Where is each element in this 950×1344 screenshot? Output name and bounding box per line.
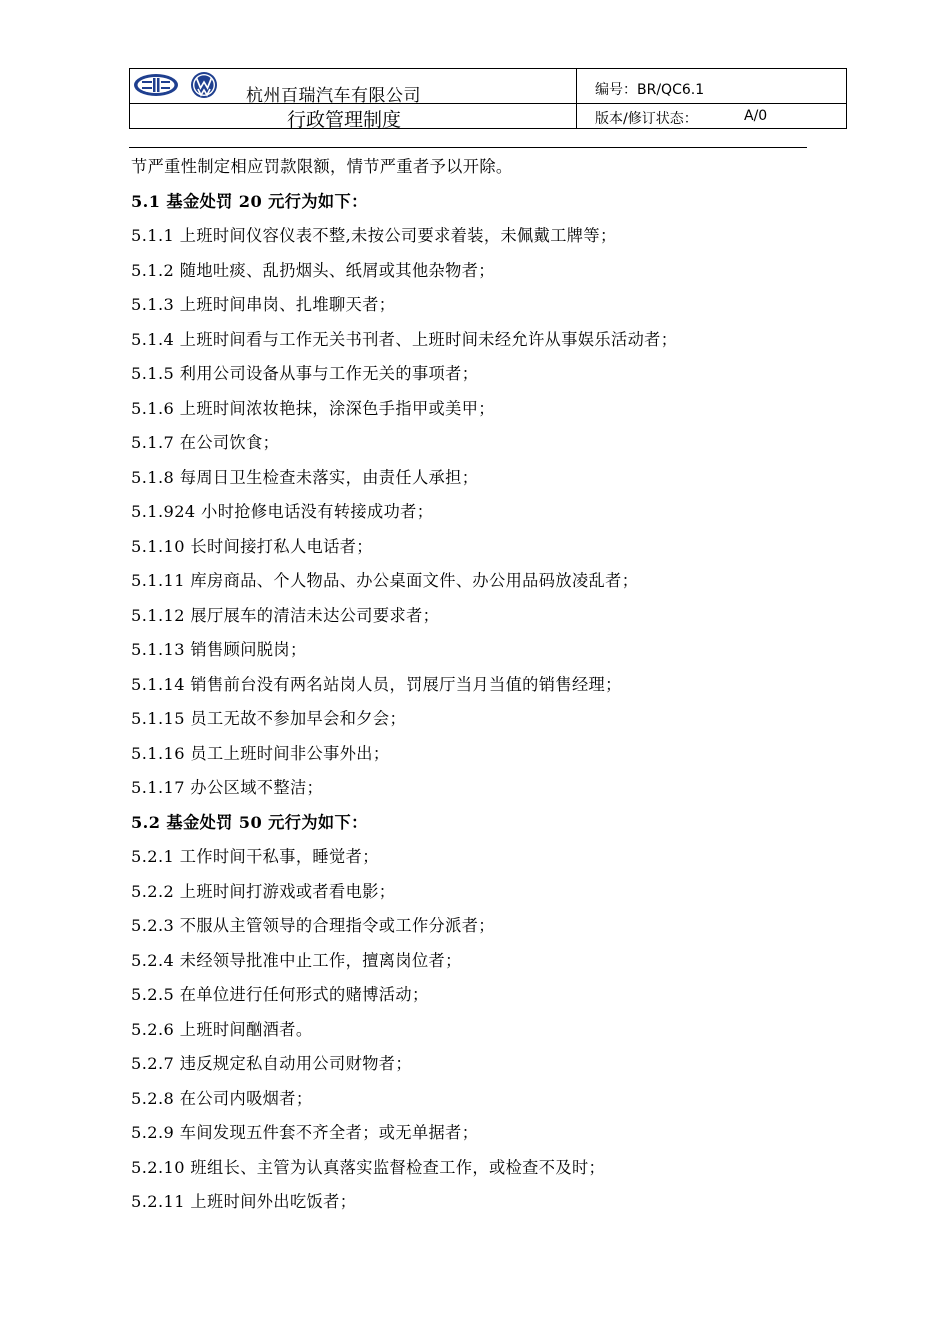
- paragraph-line: 5.2.11 上班时间外出吃饭者；: [131, 1192, 357, 1211]
- paragraph-line: 5.1.3 上班时间串岗、扎堆聊天者；: [131, 295, 396, 314]
- paragraph-line: 5.2.9 车间发现五件套不齐全者；或无单据者；: [131, 1123, 479, 1142]
- paragraph-line: 5.1.7 在公司饮食；: [131, 433, 280, 452]
- paragraph-line: 5.1.4 上班时间看与工作无关书刊者、上班时间未经允许从事娱乐活动者；: [131, 329, 678, 349]
- paragraph-line: 节严重性制定相应罚款限额，情节严重者予以开除。: [131, 157, 513, 176]
- section-heading: 5.2 基金处罚 50 元行为如下：: [131, 812, 368, 832]
- paragraph-line: 5.2.8 在公司内吸烟者；: [131, 1088, 313, 1108]
- paragraph-line: 5.2.1 工作时间干私事，睡觉者；: [131, 847, 379, 866]
- header-company-cell: [130, 69, 577, 104]
- paragraph-line: 5.1.2 随地吐痰、乱扔烟头、纸屑或其他杂物者；: [131, 260, 495, 280]
- document-body: [131, 150, 831, 1220]
- paragraph-line: 5.1.6 上班时间浓妆艳抹，涂深色手指甲或美甲；: [131, 398, 495, 418]
- paragraph-line: 5.2.2 上班时间打游戏或者看电影；: [131, 881, 396, 901]
- header-title-cell: [130, 104, 577, 131]
- paragraph-line: 5.2.6 上班时间酗酒者。: [131, 1019, 313, 1039]
- paragraph-line: 5.2.3 不服从主管领导的合理指令或工作分派者；: [131, 916, 495, 935]
- paragraph-line: 5.1.1 上班时间仪容仪表不整,未按公司要求着装，未佩戴工牌等；: [131, 226, 617, 245]
- paragraph-line: 5.2.4 未经领导批准中止工作，擅离岗位者；: [131, 950, 462, 970]
- paragraph-line: 5.2.5 在单位进行任何形式的赌博活动；: [131, 985, 429, 1004]
- paragraph-line: 5.1.15 员工无故不参加早会和夕会；: [131, 709, 407, 728]
- version-label: 版本/修订状态：: [595, 111, 698, 127]
- paragraph-line: 5.1.8 每周日卫生检查未落实，由责任人承担；: [131, 467, 479, 487]
- version-value: A/0: [744, 108, 768, 124]
- vw-logo-icon: [191, 72, 217, 98]
- document-title: 行政管理制度: [287, 109, 402, 131]
- section-heading: 5.1 基金处罚 20 元行为如下：: [131, 191, 368, 211]
- paragraph-line: 5.1.10 长时间接打私人电话者；: [131, 536, 373, 556]
- paragraph-line: 5.1.5 利用公司设备从事与工作无关的事项者；: [131, 364, 479, 383]
- paragraph-line: 5.1.11 库房商品、个人物品、办公桌面文件、办公用品码放凌乱者；: [131, 571, 639, 590]
- header-divider: [129, 147, 807, 148]
- paragraph-line: 5.2.10 班组长、主管为认真落实监督检查工作，或检查不及时；: [131, 1157, 606, 1177]
- header-version-cell: [577, 104, 846, 128]
- paragraph-line: 5.1.17 办公区域不整洁；: [131, 778, 324, 797]
- document-code: 编号：BR/QC6.1: [595, 82, 705, 98]
- faw-logo-icon: [134, 74, 178, 96]
- paragraph-line: 5.1.924 小时抢修电话没有转接成功者；: [131, 502, 434, 521]
- company-name: 杭州百瑞汽车有限公司: [246, 86, 421, 106]
- brand-logos: [132, 71, 222, 101]
- document-header: [129, 68, 847, 129]
- paragraph-line: 5.2.7 违反规定私自动用公司财物者；: [131, 1054, 412, 1073]
- header-code-cell: [577, 69, 846, 104]
- paragraph-line: 5.1.14 销售前台没有两名站岗人员，罚展厅当月当值的销售经理；: [131, 674, 622, 694]
- paragraph-line: 5.1.13 销售顾问脱岗；: [131, 640, 307, 659]
- paragraph-line: 5.1.12 展厅展车的清洁未达公司要求者；: [131, 605, 440, 625]
- paragraph-line: 5.1.16 员工上班时间非公事外出；: [131, 743, 390, 763]
